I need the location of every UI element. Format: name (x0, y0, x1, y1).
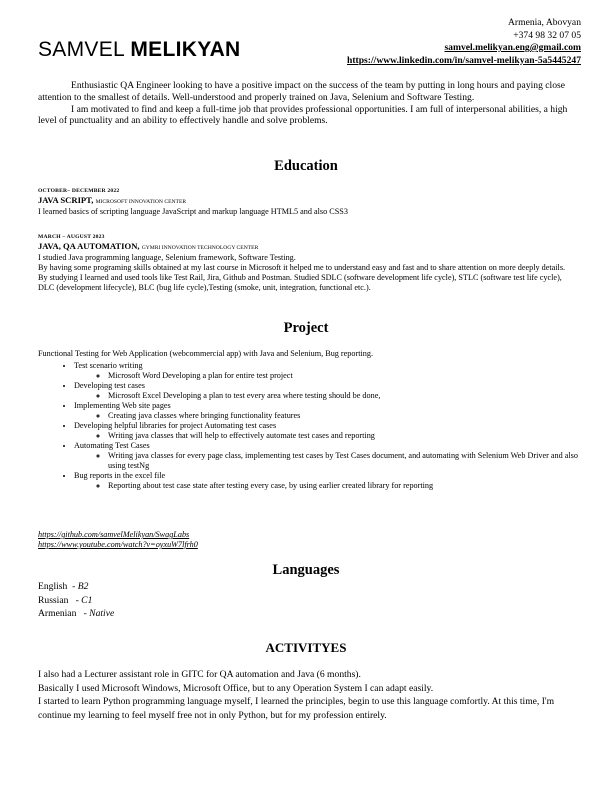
institution: GYMRI INNOVATION TECHNOLOGY CENTER (141, 245, 259, 251)
summary-paragraph-1: Enthusiastic QA Engineer looking to have a positive impact on the success of the team by putting in long hours and paying close attention to the smallest of details. Well-understood and properly trained on Java, Selenium and Software Testing. (38, 80, 565, 103)
activities-section (38, 668, 582, 722)
location: Armenia, Abovyan (507, 17, 581, 28)
institution: MICROSOFT INNOVATION CENTER (95, 199, 187, 205)
education-line: By having some programing skills obtained at my last course in Microsoft it helped me to understand easy and fast and to share attention on more deeply details. (38, 263, 566, 272)
project-task (74, 421, 580, 441)
language-item (38, 580, 114, 594)
project-links (38, 530, 198, 550)
education-date: MARCH – AUGUST 2023 (38, 234, 105, 240)
languages-heading: Languages (272, 562, 340, 578)
language-item (38, 607, 114, 621)
education-entry-1 (38, 187, 580, 217)
language-level: - Native (83, 608, 115, 619)
project-task (74, 381, 580, 401)
language-item (38, 594, 114, 608)
project-task (74, 441, 580, 471)
course-name: JAVA, QA AUTOMATION, (38, 241, 140, 251)
summary-paragraph-2: I am motivated to find and keep a full-time job that provides professional opportunities. I am full of interpersonal abilities, a high level of punctuality and an ability to effectively handle and solve problems. (38, 103, 568, 127)
task-detail: ◦ Reporting about test case state after testing every case, by using earlier created library for reporting (108, 481, 580, 491)
education-entry-2 (38, 233, 580, 293)
education-line: By studying I learned and used tools like Test Rail, Jira, Github and Postman. Studied SDLC (software development life cycle), STLC (software test life cycle), DLC (development lifecycle), BLC (bug life cycle),Testing (smoke, unit, integration, functional etc.). (38, 273, 562, 292)
task-label: Automating Test Cases (74, 441, 150, 450)
languages-list (38, 580, 114, 621)
contact-block (347, 17, 581, 67)
summary (38, 80, 578, 127)
github-link[interactable]: https://github.com/samvelMelikyan/SwagLabs (38, 530, 190, 539)
language-level: - C1 (75, 594, 93, 606)
education-line: I studied Java programming language, Selenium framework, Software Testing. (38, 253, 296, 262)
education-title (38, 195, 580, 207)
phone: +374 98 32 07 05 (513, 29, 581, 41)
task-detail: ◦ Writing java classes that will help to effectively automate test cases and reporting (108, 431, 580, 441)
education-title (38, 241, 580, 253)
project-task (74, 361, 580, 381)
task-detail: ◦ Creating java classes where bringing functionality features (108, 411, 580, 421)
course-name: JAVA SCRIPT, (38, 195, 94, 205)
project-task-list (38, 361, 580, 491)
activity-line: I also had a Lecturer assistant role in GITC for QA automation and Java (6 months). (38, 669, 361, 680)
last-name: MELIKYAN (130, 38, 241, 61)
email-link[interactable]: samvel.melikyan.eng@gmail.com (444, 42, 581, 53)
activity-line: I started to learn Python programming language myself, I learned the principles, begin to use this language comfortly. At this time, I'm continue my learning to feel myself free not in only Python, but for my profession entirely. (38, 696, 555, 721)
project-section (38, 349, 580, 491)
task-label: Developing test cases (74, 381, 145, 390)
project-intro: Functional Testing for Web Application (webcommercial app) with Java and Selenium, Bug reporting. (38, 349, 373, 358)
education-line: I learned basics of scripting language JavaScript and markup language HTML5 and also CSS3 (38, 207, 348, 216)
project-heading: Project (283, 320, 329, 336)
language-name: Russian (38, 594, 69, 606)
task-detail: ◦ Writing java classes for every page class, implementing test cases by Test Cases document, and automating with Selenium Web Driver and also using testNg (108, 451, 580, 471)
task-label: Test scenario writing (74, 361, 143, 370)
candidate-name (38, 38, 241, 62)
first-name: SAMVEL (38, 38, 125, 61)
task-label: Developing helpful libraries for project Automating test cases (74, 421, 277, 430)
task-label: Implementing Web site pages (74, 401, 171, 410)
activities-heading: ACTIVITYES (265, 640, 347, 655)
youtube-link[interactable]: https://www.youtube.com/watch?v=oyxuW7lfrh0 (38, 540, 198, 549)
task-label: Bug reports in the excel file (74, 471, 166, 480)
education-date: OCTOBER– DECEMBER 2022 (38, 188, 120, 194)
language-name: English (38, 581, 68, 592)
task-detail: ◦ Microsoft Word Developing a plan for entire test project (108, 371, 580, 381)
education-heading: Education (274, 158, 338, 174)
language-name: Armenian (38, 608, 77, 619)
activity-line: Basically I used Microsoft Windows, Microsoft Office, but to any Operation System I can adapt easily. (38, 682, 434, 694)
project-task (74, 401, 580, 421)
project-task (74, 471, 580, 491)
language-level: - B2 (72, 581, 89, 592)
task-detail: ◦ Microsoft Excel Developing a plan to test every area where testing should be done, (108, 391, 580, 401)
linkedin-link[interactable]: https://www.linkedin.com/in/samvel-melikyan-5a5445247 (347, 54, 581, 66)
